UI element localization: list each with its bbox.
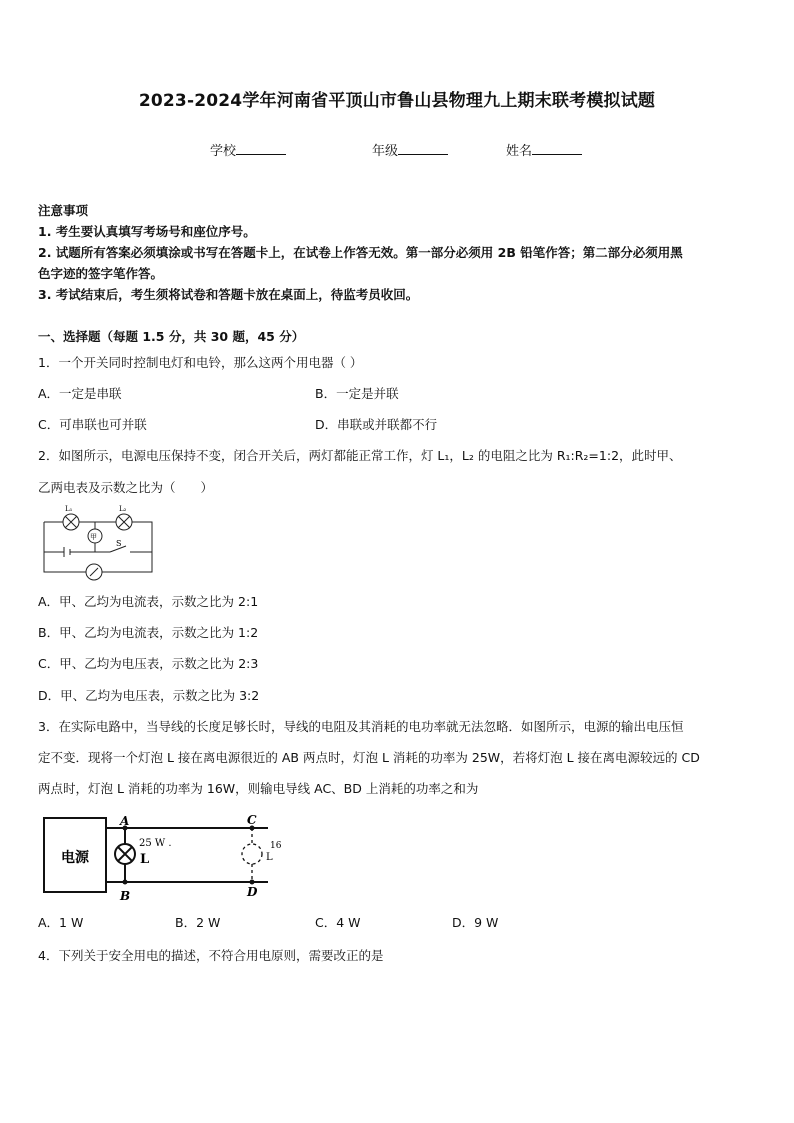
label-l2: L₂ (119, 505, 127, 513)
q1-option-b: B．一定是并联 (315, 386, 399, 401)
point-a-label: A (120, 814, 130, 828)
q2-option-b: B．甲、乙均为电流表，示数之比为 1:2 (38, 625, 259, 640)
handwritten-25w: 25 W . (139, 838, 172, 849)
q3-option-d: D．9 W (452, 915, 499, 930)
name-field (506, 140, 582, 159)
note-item: 3. 考试结束后，考生须将试卷和答题卡放在桌面上，待监考员收回。 (38, 287, 419, 302)
q2-option-d: D．甲、乙均为电压表，示数之比为 3:2 (38, 688, 260, 703)
school-label: 学校 (210, 144, 237, 159)
power-source-label: 电源 (61, 850, 89, 866)
q1-option-c: C．可串联也可并联 (38, 417, 147, 432)
q3-stem-line1: 3．在实际电路中，当导线的长度足够长时，导线的电阻及其消耗的电功率就无法忽略．如图所示，电源的输出电压恒 (38, 719, 684, 734)
note-item: 1. 考生要认真填写考场号和座位序号。 (38, 224, 256, 239)
q4-stem: 4．下列关于安全用电的描述，不符合用电原则，需要改正的是 (38, 948, 384, 963)
q1-option-d: D．串联或并联都不行 (315, 417, 438, 432)
point-d-label: D (247, 885, 258, 899)
school-blank (236, 142, 286, 155)
note-item: 2. 试题所有答案必须填涂或书写在答题卡上，在试卷上作答无效。第一部分必须用 2B 铅笔作答；第二部分必须用黑 (38, 245, 683, 260)
point-b-label: B (120, 889, 131, 903)
point-c-label: C (247, 813, 257, 827)
notes-heading: 注意事项 (38, 203, 89, 218)
name-label: 姓名 (506, 144, 533, 159)
q3-option-a: A．1 W (38, 915, 84, 930)
q3-stem-line3: 两点时，灯泡 L 消耗的功率为 16W，则输电导线 AC、BD 上消耗的功率之和为 (38, 781, 479, 796)
q1-stem: 1．一个开关同时控制电灯和电铃，那么这两个用电器（ ） (38, 355, 363, 370)
section-heading: 一、选择题（每题 1.5 分，共 30 题，45 分） (38, 329, 305, 344)
grade-blank (398, 142, 448, 155)
label-l1: L₁ (65, 505, 73, 513)
q2-circuit-diagram (38, 502, 158, 582)
q2-stem-line1: 2．如图所示，电源电压保持不变，闭合开关后，两灯都能正常工作，灯 L₁，L₂ 的电阻之比为 R₁:R₂=1:2，此时甲、 (38, 448, 682, 463)
q1-option-a: A．一定是串联 (38, 386, 122, 401)
grade-label: 年级 (372, 144, 399, 159)
grade-field (372, 140, 448, 159)
lamp-l-label: L (140, 852, 150, 867)
q3-option-b: B．2 W (175, 915, 221, 930)
page-title: 2023-2024学年河南省平顶山市鲁山县物理九上期末联考模拟试题 (138, 91, 656, 111)
handwritten-16: 16 (270, 841, 282, 851)
name-blank (532, 142, 582, 155)
q2-option-c: C．甲、乙均为电压表，示数之比为 2:3 (38, 656, 259, 671)
q2-option-a: A．甲、乙均为电流表，示数之比为 2:1 (38, 594, 259, 609)
q2-stem-line2: 乙两电表及示数之比为（ ） (38, 480, 214, 495)
switch-label: S (116, 539, 122, 548)
q3-circuit-diagram (40, 810, 290, 906)
school-field (210, 140, 286, 159)
lamp-l-dashed-label: L (266, 852, 273, 863)
note-item: 色字迹的签字笔作答。 (38, 266, 164, 281)
meter-jia-label: 甲 (90, 533, 97, 541)
q3-stem-line2: 定不变．现将一个灯泡 L 接在离电源很近的 AB 两点时，灯泡 L 消耗的功率为 25W，若将灯泡 L 接在离电源较远的 CD (38, 750, 700, 765)
q3-option-c: C．4 W (315, 915, 361, 930)
